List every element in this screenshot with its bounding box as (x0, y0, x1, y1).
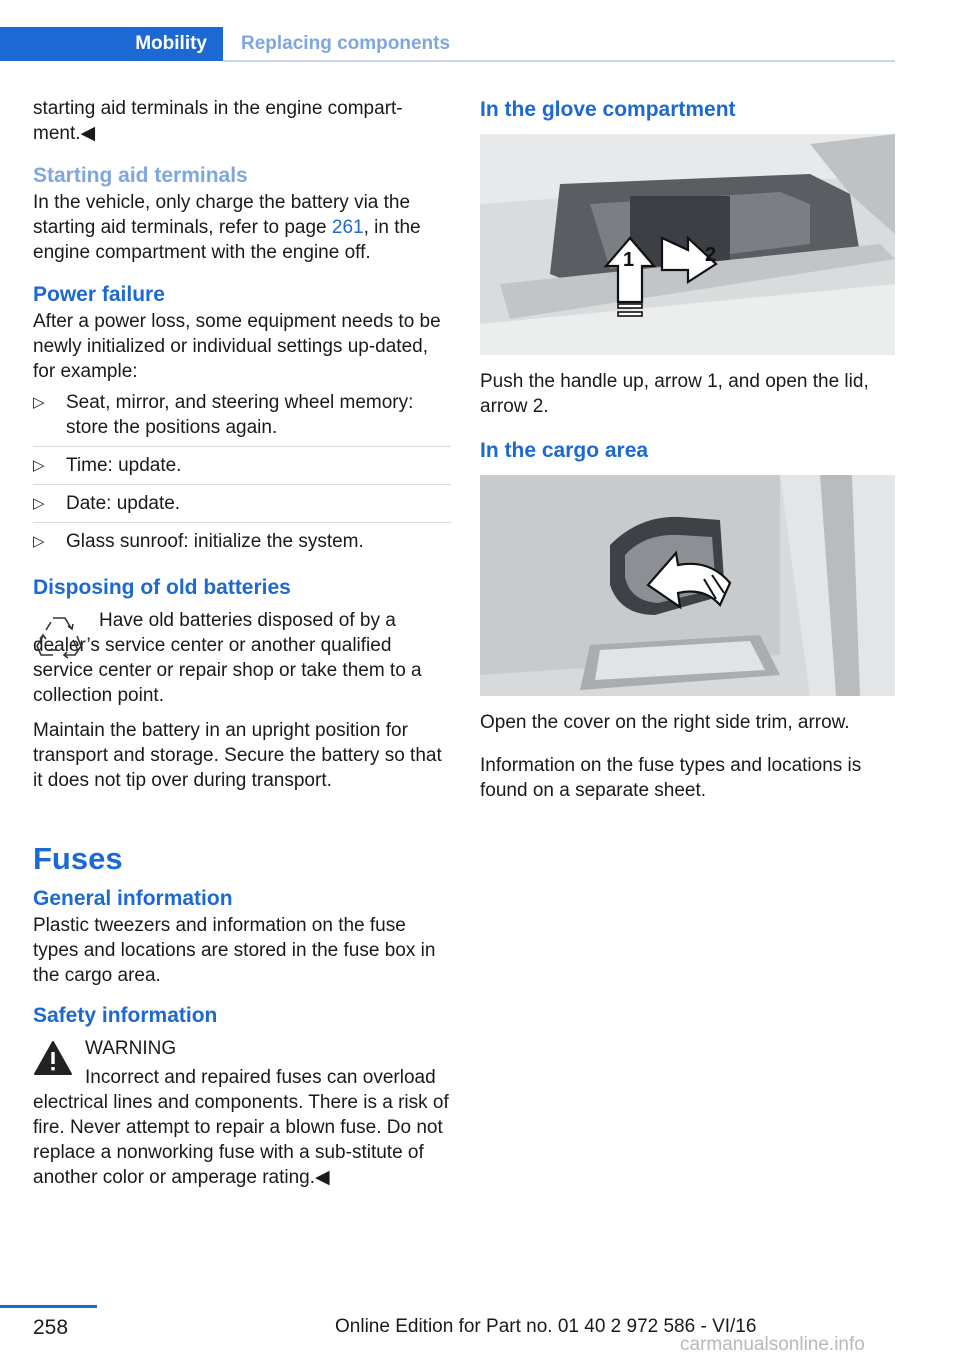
glove-compartment-caption: Push the handle up, arrow 1, and open the lid, arrow 2. (480, 371, 869, 417)
section-tab: Mobility (0, 27, 223, 61)
page-reference-link[interactable]: 261 (331, 217, 364, 238)
cargo-area-heading: In the cargo area (480, 439, 649, 462)
general-info-heading: General information (33, 887, 233, 910)
list-item: ▷ Date: update. (33, 485, 451, 523)
chapter-tab: Replacing components (241, 33, 451, 54)
warning-block (33, 1036, 451, 1190)
glove-compartment-illustration (480, 134, 895, 355)
right-column (480, 96, 898, 813)
recycle-icon (33, 610, 85, 662)
power-failure-heading: Power failure (33, 283, 165, 306)
arrow-2-label: 2 (705, 244, 717, 266)
warning-triangle-icon (33, 1040, 73, 1076)
list-item: ▷ Time: update. (33, 447, 451, 485)
triangle-bullet-icon: ▷ (33, 495, 45, 512)
intro-text: starting aid terminals in the engine compart‐ment.◀ (33, 98, 403, 144)
footer-divider (0, 1305, 97, 1308)
disposal-text: Have old batteries disposed of by a dealer’s service center or another qualified service center or repair shop or take them to a collection point. (33, 610, 422, 706)
page-header (0, 27, 895, 61)
disposal-heading: Disposing of old batteries (33, 576, 291, 599)
glove-compartment-heading: In the glove compartment (480, 98, 736, 121)
arrow-1-label: 1 (623, 249, 635, 271)
triangle-bullet-icon: ▷ (33, 533, 45, 550)
left-column (33, 96, 451, 1200)
list-item: ▷ Seat, mirror, and steering wheel memory: store the positions again. (33, 384, 451, 447)
page-number: 258 (33, 1316, 69, 1339)
fuses-title: Fuses (33, 841, 123, 876)
power-failure-text: After a power loss, some equipment needs to be newly initialized or individual settings up‐dated, for example: (33, 311, 441, 382)
general-info-text: Plastic tweezers and information on the fuse types and locations are stored in the fuse box in the cargo area. (33, 915, 436, 986)
cargo-area-image (480, 475, 895, 696)
warning-text: Incorrect and repaired fuses can overload electrical lines and components. There is a risk of fire. Never attempt to repair a blown fuse. Do not replace a nonworking fuse with a sub‐stitute of another color or amperage rating.◀ (33, 1067, 449, 1188)
starting-aid-text: In the vehicle, only charge the battery via the starting aid terminals, refer to page 261, in the engine compartment with the engine off. (33, 192, 421, 263)
starting-aid-heading: Starting aid terminals (33, 164, 248, 187)
glove-compartment-image (480, 134, 895, 355)
safety-info-heading: Safety information (33, 1004, 218, 1027)
watermark-text: carmanualsonline.info (680, 1334, 865, 1355)
cargo-area-caption: Open the cover on the right side trim, arrow. (480, 712, 850, 733)
list-item: ▷ Glass sunroof: initialize the system. (33, 531, 364, 552)
disposal-block (33, 608, 451, 708)
triangle-bullet-icon: ▷ (33, 394, 45, 411)
power-failure-list (33, 384, 451, 560)
edition-text: Online Edition for Part no. 01 40 2 972 586 - VI/16 (335, 1316, 757, 1337)
disposal-text-2: Maintain the battery in an upright position for transport and storage. Secure the battery so that it does not tip over during transport. (33, 720, 442, 791)
cargo-area-illustration (480, 475, 895, 696)
header-divider (223, 60, 895, 62)
triangle-bullet-icon: ▷ (33, 457, 45, 474)
warning-label: WARNING (85, 1038, 177, 1059)
fuse-info-text: Information on the fuse types and locations is found on a separate sheet. (480, 755, 862, 801)
